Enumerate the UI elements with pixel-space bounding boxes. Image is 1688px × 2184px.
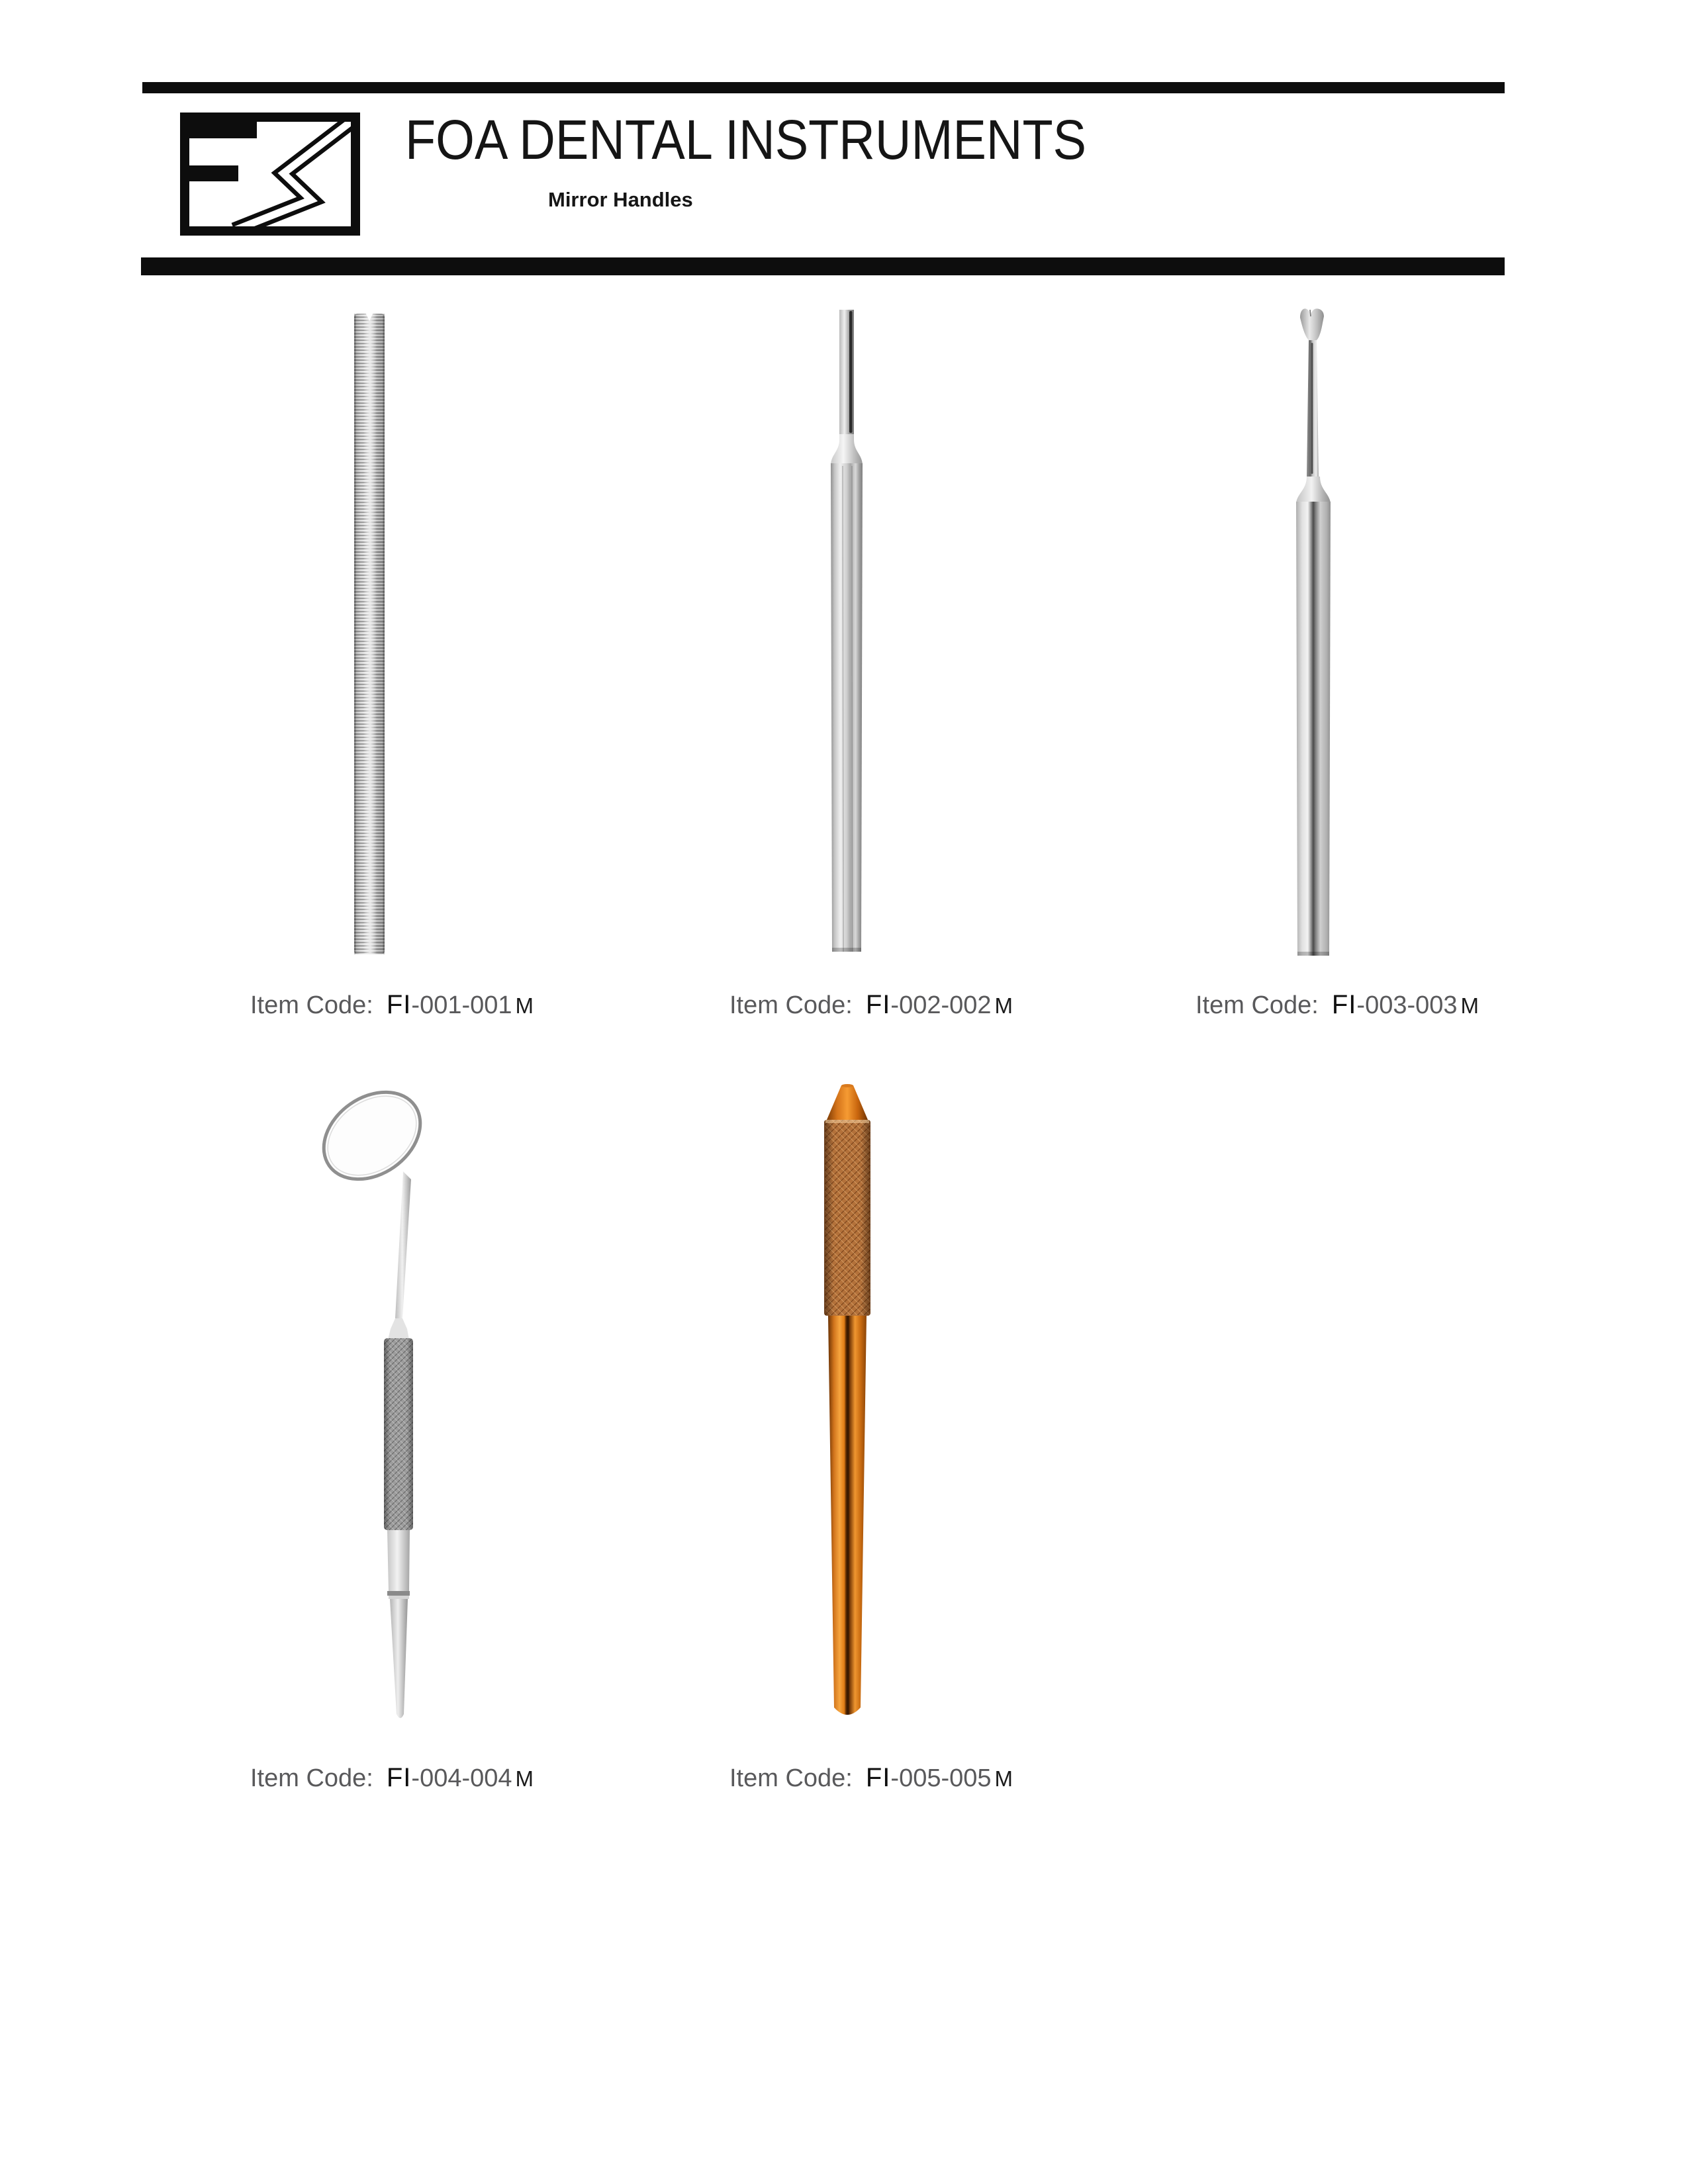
item-code-prefix: FI: [865, 990, 891, 1019]
item-code-label: Item Code:: [250, 1764, 373, 1792]
item-code-caption: [729, 990, 1013, 1020]
item-code-suffix: M: [994, 993, 1013, 1018]
item-code-caption: [729, 1763, 1013, 1793]
item-code-label: Item Code:: [1196, 991, 1319, 1019]
item-code-suffix: M: [1460, 993, 1479, 1018]
item-code-suffix: M: [994, 1766, 1013, 1791]
item-code-label: Item Code:: [250, 991, 373, 1019]
page-title: FOA DENTAL INSTRUMENTS: [405, 109, 1087, 171]
page-subtitle: Mirror Handles: [548, 188, 693, 211]
fs-monogram-logo-icon: [180, 113, 360, 236]
instrument-image-serrated-straight-mirror-handle: [351, 310, 388, 958]
item-code-caption: [1196, 990, 1479, 1020]
item-code-number: -004-004: [411, 1764, 512, 1792]
header-bottom-rule: [141, 257, 1505, 275]
item-code-number: -005-005: [890, 1764, 992, 1792]
instrument-image-hexagonal-mirror-handle-ball-end: [1289, 306, 1337, 960]
item-code-prefix: FI: [1331, 990, 1357, 1019]
item-code-number: -003-003: [1356, 991, 1458, 1019]
item-code-prefix: FI: [386, 990, 412, 1019]
item-code-caption: [250, 990, 534, 1020]
item-code-caption: [250, 1763, 534, 1793]
item-code-label: Item Code:: [729, 991, 853, 1019]
item-code-prefix: FI: [386, 1763, 412, 1792]
instrument-image-copper-knurled-mirror-handle: [814, 1083, 880, 1726]
item-code-suffix: M: [515, 993, 534, 1018]
item-code-label: Item Code:: [729, 1764, 853, 1792]
instrument-image-mouth-mirror-with-knurled-handle: [310, 1087, 432, 1727]
item-code-prefix: FI: [865, 1763, 891, 1792]
item-code-number: -001-001: [411, 991, 512, 1019]
header-top-rule: [142, 82, 1505, 93]
instrument-image-hexagonal-mirror-handle-threaded-tip: [823, 308, 870, 957]
item-code-number: -002-002: [890, 991, 992, 1019]
item-code-suffix: M: [515, 1766, 534, 1791]
